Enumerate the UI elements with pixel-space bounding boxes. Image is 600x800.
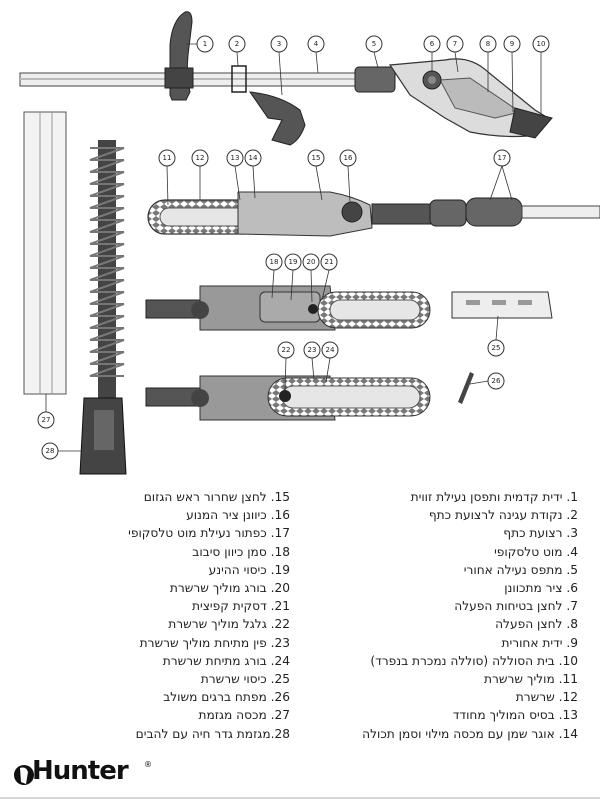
legend-item-12: 12. שרשרת bbox=[515, 690, 578, 705]
callout-8 bbox=[480, 36, 496, 52]
callout-25 bbox=[488, 340, 504, 356]
legend-item-26: 26. מפתח ברגים משולב bbox=[163, 690, 290, 705]
chain-head-view-2 bbox=[146, 376, 430, 420]
svg-text:19: 19 bbox=[288, 258, 298, 266]
svg-text:23: 23 bbox=[307, 346, 317, 354]
legend-item-22: 22. גלגל מוליך שרשרת bbox=[168, 617, 290, 632]
legend-item-13: 13. בסיס המוליך מחודד bbox=[452, 708, 578, 723]
parts-legend-left bbox=[10, 488, 290, 743]
legend-item-24: 24. בורג מתיחת שרשרת bbox=[162, 653, 290, 668]
legend-item-20: 20. בורג מוליך שרשרת bbox=[169, 581, 290, 596]
svg-text:12: 12 bbox=[195, 154, 205, 162]
svg-text:4: 4 bbox=[313, 40, 319, 48]
legend-item-14: 14. אוגר שמן עם מכסה מילוי וסמן תכולה bbox=[362, 726, 578, 741]
callout-5 bbox=[366, 36, 382, 52]
legend-item-23: 23. פין מתיחת מוליך שרשרת bbox=[139, 635, 290, 650]
svg-text:9: 9 bbox=[509, 40, 515, 48]
callout-19 bbox=[285, 254, 301, 270]
chain-guide-wheel bbox=[279, 390, 291, 402]
legend-item-11: 11. מוליך שרשרת bbox=[484, 672, 578, 687]
callout-17 bbox=[494, 150, 510, 166]
svg-text:26: 26 bbox=[491, 377, 501, 385]
legend-item-2: 2. נקודת עגינה לרצועת כתף bbox=[428, 508, 578, 523]
callout-11 bbox=[159, 150, 175, 166]
legend-item-7: 7. לחצן בטיחות הפעלה bbox=[454, 599, 578, 614]
svg-text:27: 27 bbox=[41, 416, 51, 424]
callout-9 bbox=[504, 36, 520, 52]
legend-item-16: 16. כיוונן ציר המנוע bbox=[186, 508, 290, 523]
brand-name: Hunter bbox=[32, 756, 128, 786]
legend-item-10: 10. בית הסוללה (סוללה נמכרת בנפרד) bbox=[370, 653, 578, 668]
rear-locking-grip bbox=[355, 67, 395, 92]
svg-text:5: 5 bbox=[371, 40, 377, 48]
callout-10 bbox=[533, 36, 549, 52]
svg-text:7: 7 bbox=[452, 40, 458, 48]
legend-item-19: 19. כיסוי ההינע bbox=[208, 562, 290, 577]
callout-18 bbox=[266, 254, 282, 270]
parts-legend-right bbox=[308, 488, 578, 743]
legend-item-6: 6. ציר מתכוונן bbox=[504, 581, 578, 596]
legend-item-9: 9. ידית אחורית bbox=[501, 635, 578, 650]
svg-text:10: 10 bbox=[536, 40, 546, 48]
svg-text:20: 20 bbox=[306, 258, 316, 266]
legend-item-4: 4. מוט טלסקופי bbox=[494, 544, 578, 559]
legend-item-3: 3. רצועת כתף bbox=[503, 526, 578, 541]
callout-6 bbox=[424, 36, 440, 52]
svg-text:13: 13 bbox=[230, 154, 240, 162]
callout-4 bbox=[308, 36, 324, 52]
callout-12 bbox=[192, 150, 208, 166]
callout-22 bbox=[278, 342, 294, 358]
callout-13 bbox=[227, 150, 243, 166]
svg-text:1: 1 bbox=[202, 40, 208, 48]
svg-text:22: 22 bbox=[281, 346, 291, 354]
svg-text:14: 14 bbox=[248, 154, 258, 162]
legend-item-28: 28.מגזמת גדר חיה עם להבים bbox=[135, 726, 290, 741]
battery-housing bbox=[510, 108, 552, 138]
svg-text:11: 11 bbox=[162, 154, 172, 162]
pruner-head-assembly bbox=[148, 192, 600, 236]
legend-item-5: 5. מתפס נעילה אחורי bbox=[463, 562, 578, 577]
callout-1 bbox=[197, 36, 213, 52]
callout-20 bbox=[303, 254, 319, 270]
svg-text:3: 3 bbox=[276, 40, 282, 48]
brand-registered-mark: ® bbox=[144, 760, 152, 769]
svg-text:17: 17 bbox=[497, 154, 507, 162]
blade-cover bbox=[24, 112, 66, 394]
legend-item-21: 21. דסקית קפיצית bbox=[191, 599, 290, 614]
svg-text:18: 18 bbox=[269, 258, 279, 266]
callout-27 bbox=[38, 412, 54, 428]
svg-text:24: 24 bbox=[325, 346, 335, 354]
chain-head-view-1 bbox=[146, 286, 430, 330]
legend-item-18: 18. סמן כיוון סיבוב bbox=[192, 544, 290, 559]
oil-reservoir-cap bbox=[342, 202, 362, 222]
callout-14 bbox=[245, 150, 261, 166]
callout-7 bbox=[447, 36, 463, 52]
svg-text:21: 21 bbox=[324, 258, 334, 266]
callout-2 bbox=[229, 36, 245, 52]
callout-26 bbox=[488, 373, 504, 389]
pole-lock-collar bbox=[466, 198, 522, 226]
chain-bar-screw bbox=[308, 304, 318, 314]
callout-16 bbox=[340, 150, 356, 166]
pole-saw-top-assembly bbox=[20, 12, 552, 145]
shoulder-strap bbox=[250, 92, 305, 145]
legend-item-15: 15. לחצן שחרור ראש הגזום bbox=[143, 490, 290, 504]
svg-text:15: 15 bbox=[311, 154, 321, 162]
callout-23 bbox=[304, 342, 320, 358]
callout-24 bbox=[322, 342, 338, 358]
svg-text:8: 8 bbox=[485, 40, 491, 48]
svg-text:16: 16 bbox=[343, 154, 353, 162]
legend-item-1: 1. ידית קדמית ותפסן נעילת זווית bbox=[410, 490, 578, 504]
legend-item-25: 25. כיסוי שרשרת bbox=[200, 672, 290, 687]
callout-3 bbox=[271, 36, 287, 52]
legend-item-17: 17. כפתור נעילת מוט טלסקופי bbox=[128, 526, 290, 541]
svg-text:28: 28 bbox=[45, 447, 55, 455]
combination-wrench bbox=[458, 372, 474, 404]
svg-text:6: 6 bbox=[429, 40, 435, 48]
legend-item-27: 27. מכסה מגזמת bbox=[198, 708, 290, 723]
callout-21 bbox=[321, 254, 337, 270]
callout-28 bbox=[42, 443, 58, 459]
page-divider bbox=[0, 797, 600, 799]
legend-item-8: 8. לחצן הפעלה bbox=[495, 617, 578, 632]
svg-text:2: 2 bbox=[234, 40, 240, 48]
svg-text:25: 25 bbox=[491, 344, 501, 352]
callout-15 bbox=[308, 150, 324, 166]
